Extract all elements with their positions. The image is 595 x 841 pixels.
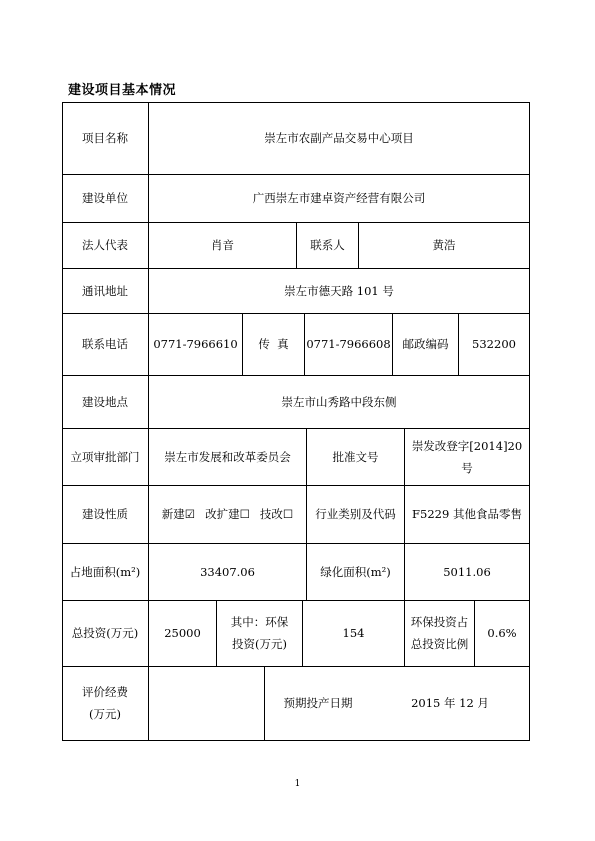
env-ratio-label bbox=[405, 600, 474, 666]
site-label: 建设地点 bbox=[82, 394, 128, 409]
env-investment-label bbox=[217, 600, 302, 666]
start-date-value: 2015 年 12 月 bbox=[411, 696, 489, 710]
green-area-value: 5011.06 bbox=[443, 564, 491, 579]
builder-label: 建设单位 bbox=[82, 191, 128, 205]
approval-value: 崇左市发展和改革委员会 bbox=[164, 449, 291, 464]
page-number: 1 bbox=[294, 779, 301, 789]
env-ratio-value: 0.6% bbox=[487, 626, 517, 640]
env-ratio-label-line2: 总投资比例 bbox=[410, 637, 469, 651]
start-date-label: 预期投产日期 bbox=[283, 696, 353, 710]
project-name-value: 崇左市农副产品交易中心项目 bbox=[264, 131, 414, 145]
nature-label: 建设性质 bbox=[82, 507, 128, 521]
fee-label-line2: (万元) bbox=[89, 707, 121, 721]
nature-new-checkbox: 新建☑ bbox=[161, 507, 196, 521]
env-ratio-label-line1: 环保投资占 bbox=[410, 615, 469, 629]
contact-label: 联系人 bbox=[310, 238, 345, 252]
nature-renovate-checkbox: 技改☐ bbox=[259, 507, 294, 521]
address-label: 通讯地址 bbox=[82, 283, 128, 298]
legal-rep-value: 肖音 bbox=[211, 238, 234, 252]
approval-doc-value: 崇发改登字[2014]20 号 bbox=[411, 438, 523, 475]
fax-label: 传 真 bbox=[258, 337, 289, 351]
investment-label: 总投资(万元) bbox=[71, 626, 139, 640]
env-investment-label-line2: 投资(万元) bbox=[232, 637, 287, 651]
env-investment-value: 154 bbox=[342, 626, 365, 640]
fee-value bbox=[149, 666, 264, 740]
land-area-label: 占地面积(m²) bbox=[69, 564, 141, 579]
industry-value: F5229 其他食品零售 bbox=[412, 507, 522, 521]
section-title: 建设项目基本情况 bbox=[68, 83, 177, 98]
approval-doc-label: 批准文号 bbox=[332, 449, 379, 464]
phone-value: 0771-7966610 bbox=[153, 337, 238, 351]
postcode-value: 532200 bbox=[472, 337, 516, 351]
site-value: 崇左市山秀路中段东侧 bbox=[281, 394, 397, 409]
legal-rep-label: 法人代表 bbox=[82, 238, 128, 252]
nature-expand-checkbox: 改扩建☐ bbox=[205, 507, 250, 521]
phone-label: 联系电话 bbox=[82, 337, 128, 351]
nature-options bbox=[149, 485, 306, 543]
project-info-table bbox=[62, 102, 530, 741]
env-investment-label-line1: 其中：环保 bbox=[230, 615, 289, 629]
fax-value: 0771-7966608 bbox=[306, 337, 391, 351]
address-value: 崇左市德天路 101 号 bbox=[284, 283, 394, 298]
builder-value: 广西崇左市建卓资产经营有限公司 bbox=[252, 191, 426, 205]
fee-label bbox=[62, 666, 148, 740]
approval-label: 立项审批部门 bbox=[70, 449, 140, 464]
investment-value: 25000 bbox=[164, 626, 201, 640]
contact-value: 黄浩 bbox=[432, 238, 456, 252]
project-name-label: 项目名称 bbox=[82, 131, 128, 145]
land-area-value: 33407.06 bbox=[200, 564, 255, 579]
postcode-label: 邮政编码 bbox=[402, 337, 449, 351]
green-area-label: 绿化面积(m²) bbox=[320, 564, 391, 579]
fee-label-line1: 评价经费 bbox=[82, 685, 128, 699]
industry-label: 行业类别及代码 bbox=[315, 507, 396, 521]
